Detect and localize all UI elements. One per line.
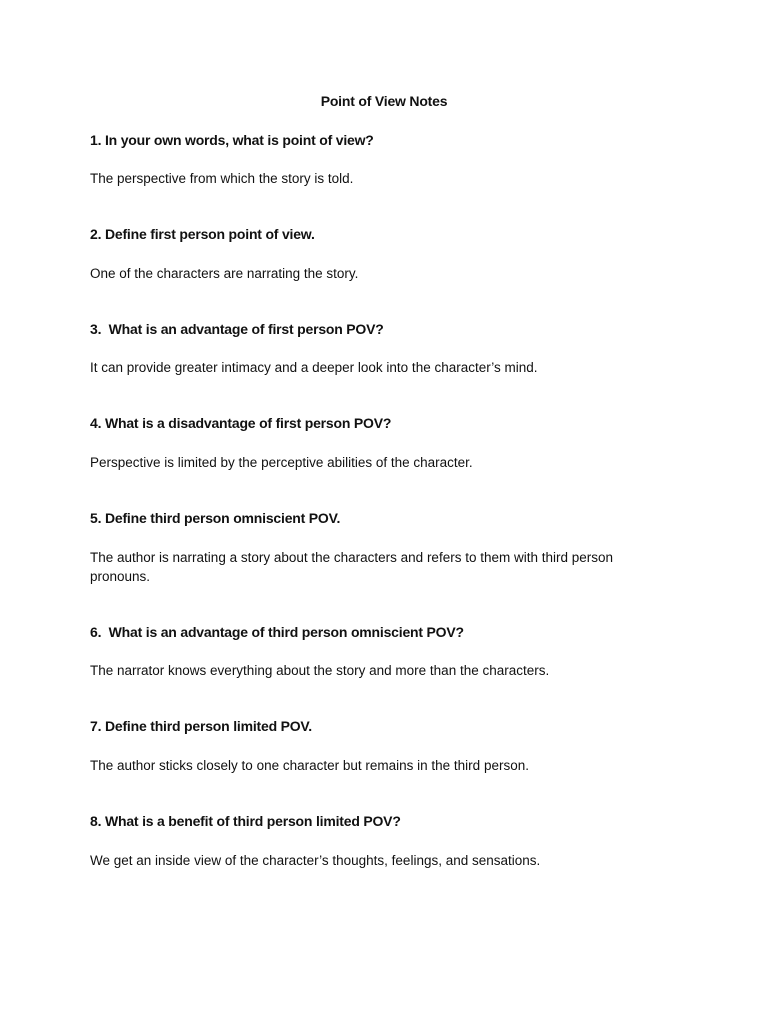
question-6: 6. What is an advantage of third person omniscient POV? [90,624,464,640]
answer-1: The perspective from which the story is told. [90,171,354,186]
question-2: 2. Define first person point of view. [90,226,315,242]
answer-4: Perspective is limited by the perceptive abilities of the character. [90,455,473,470]
question-5: 5. Define third person omniscient POV. [90,510,341,526]
question-1: 1. In your own words, what is point of view? [90,132,374,148]
question-7: 7. Define third person limited POV. [90,718,312,734]
document-title: Point of View Notes [320,93,448,109]
question-8: 8. What is a benefit of third person limited POV? [90,813,401,829]
answer-3: It can provide greater intimacy and a deeper look into the character’s mind. [90,360,538,375]
question-4: 4. What is a disadvantage of first person POV? [90,415,392,431]
answer-5: The author is narrating a story about the characters and refers to them with third person pronouns. [90,550,614,584]
answer-8: We get an inside view of the character’s thoughts, feelings, and sensations. [90,853,541,868]
answer-7: The author sticks closely to one character but remains in the third person. [90,758,529,773]
answer-2: One of the characters are narrating the story. [90,266,359,281]
question-3: 3. What is an advantage of first person POV? [90,321,384,337]
answer-6: The narrator knows everything about the story and more than the characters. [90,663,550,678]
